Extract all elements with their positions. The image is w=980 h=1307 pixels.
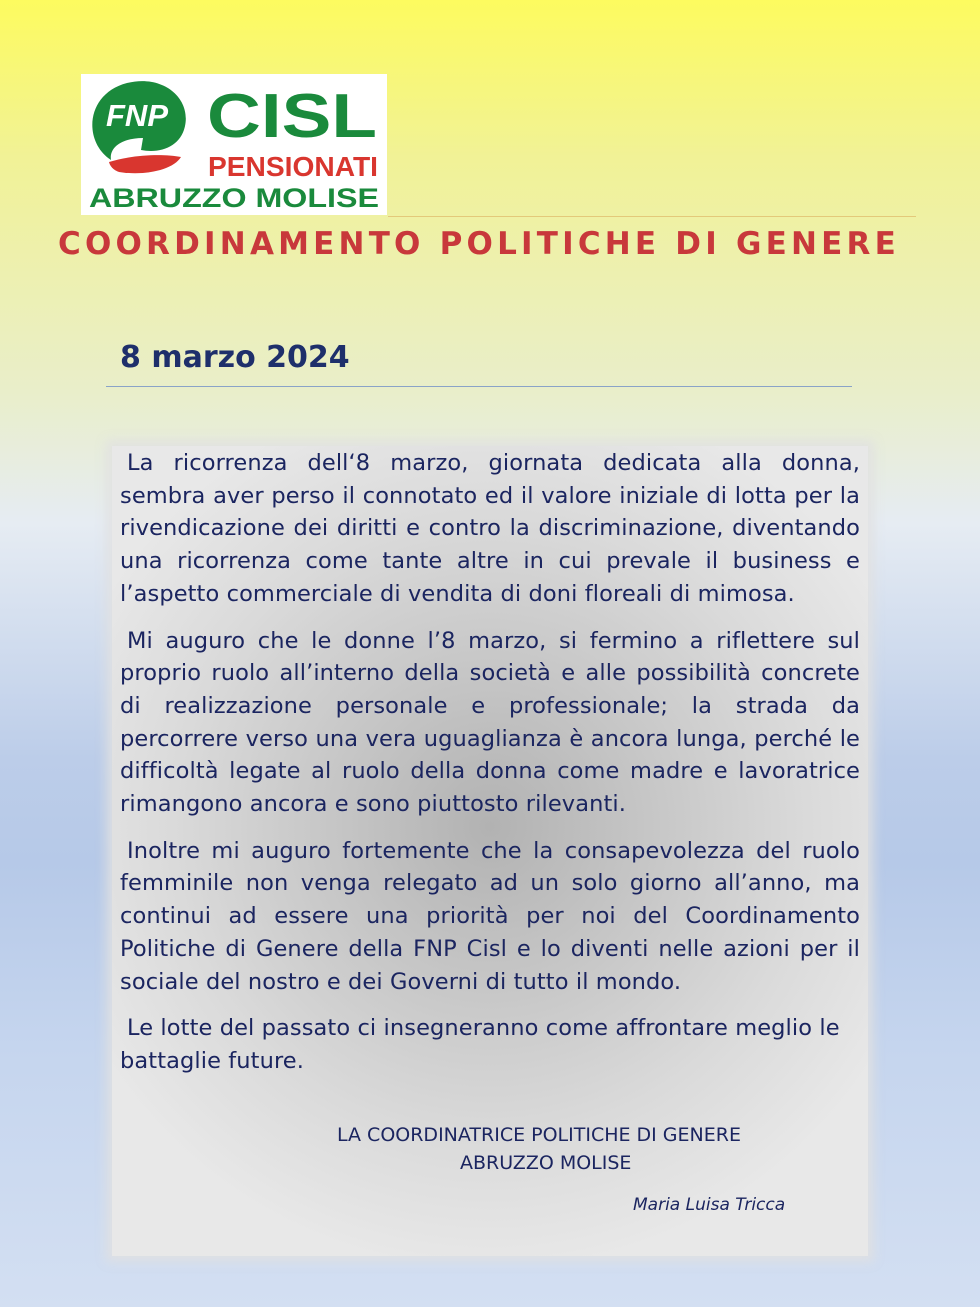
signature-name: Maria Luisa Tricca [633, 1195, 786, 1215]
logo-brand-text: CISL [207, 82, 377, 151]
paragraph: La ricorrenza dell‘8 marzo, giornata dedicata alla donna, sembra aver perso il connotato ed il valore iniziale di lotta per la rivendicazione dei diritti e contro la discriminazione, diventando una ricorrenza come tante altre in cui prevale il business e l’aspetto commerciale di vendita di doni floreali di mimosa. [120, 450, 860, 607]
paragraph: Le lotte del passato ci insegneranno come affrontare meglio le battaglie future. [120, 1015, 840, 1074]
logo-region-text: ABRUZZO MOLISE [89, 183, 379, 213]
paragraph: Mi auguro che le donne l’8 marzo, si fermino a riflettere sul proprio ruolo all’interno della società e alle possibilità concrete di realizzazione personale e professionale; la strada da percorrere verso una vera uguaglianza è ancora lunga, perché le difficoltà legate al ruolo della donna come madre e lavoratrice rimangono ancora e sono piuttosto rilevanti. [120, 627, 860, 818]
logo-graphic [81, 74, 387, 215]
signature-region: ABRUZZO MOLISE [460, 1152, 632, 1174]
document-date: 8 marzo 2024 [120, 340, 350, 375]
logo-mark-text: FNP [106, 98, 168, 133]
logo-subtitle-text: PENSIONATI [208, 151, 378, 182]
banner-title: COORDINAMENTO POLITICHE DI GENERE [58, 226, 900, 262]
letter-body [120, 447, 860, 1092]
fnp-cisl-logo [81, 74, 387, 215]
signature-title: LA COORDINATRICE POLITICHE DI GENERE [337, 1124, 741, 1146]
date-divider [106, 386, 852, 387]
logo-red-swoosh [109, 155, 181, 173]
header-divider [388, 216, 916, 217]
paragraph: Inoltre mi auguro fortemente che la consapevolezza del ruolo femminile non venga relegato ad un solo giorno all’anno, ma continui ad essere una priorità per noi del Coordinamento Politiche di Genere della FNP Cisl e lo diventi nelle azioni per il sociale del nostro e dei Governi di tutto il mondo. [120, 837, 860, 995]
